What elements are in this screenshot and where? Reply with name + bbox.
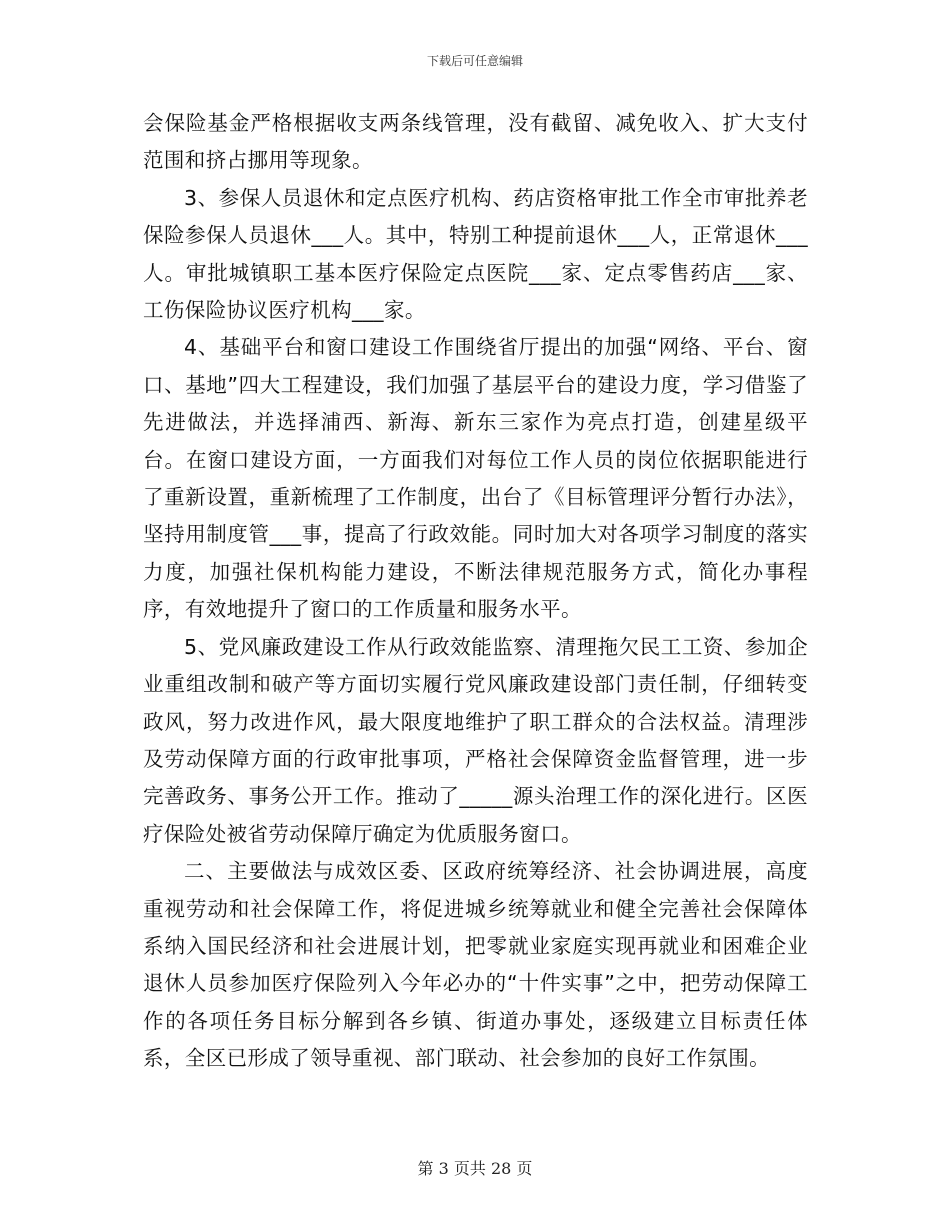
paragraph-item-5: 5、党风廉政建设工作从行政效能监察、清理拖欠民工工资、参加企业重组改制和破产等方面切实履行党风廉政建设部门责任制，仔细转变政风，努力改进作风，最大限度地维护了职工群众的合法权益。清理涉及劳动保障方面的行政审批事项，严格社会保障资金监督管理，进一步完善政务、事务公开工作。推动了_____源头治理工作的深化进行。区医疗保险处被省劳动保障厅确定为优质服务窗口。 (143, 634, 808, 846)
paragraph-section-2: 二、主要做法与成效区委、区政府统筹经济、社会协调进展，高度重视劳动和社会保障工作，将促进城乡统筹就业和健全完善社会保障体系纳入国民经济和社会进展计划，把零就业家庭实现再就业和困难企业退休人员参加医疗保险列入今年必办的“十件实事”之中，把劳动保障工作的各项任务目标分解到各乡镇、街道办事处，逐级建立目标责任体系，全区已形成了领导重视、部门联动、社会参加的良好工作氛围。 (143, 859, 808, 1071)
paragraph-item-3: 3、参保人员退休和定点医疗机构、药店资格审批工作全市审批养老保险参保人员退休___人。其中，特别工种提前退休___人，正常退休___人。审批城镇职工基本医疗保险定点医院___家、定点零售药店___家、工伤保险协议医疗机构___家。 (143, 185, 808, 323)
document-body (143, 105, 808, 1078)
page-header: 下载后可任意编辑 (426, 54, 523, 68)
paragraph-item-4: 4、基础平台和窗口建设工作围绕省厅提出的加强“网络、平台、窗口、基地”四大工程建设，我们加强了基层平台的建设力度，学习借鉴了先进做法，并选择浦西、新海、新东三家作为亮点打造，创建星级平台。在窗口建设方面，一方面我们对每位工作人员的岗位依据职能进行了重新设置，重新梳理了工作制度，出台了《目标管理评分暂行办法》，坚持用制度管___事，提高了行政效能。同时加大对各项学习制度的落实力度，加强社保机构能力建设，不断法律规范服务方式，简化办事程序，有效地提升了窗口的工作质量和服务水平。 (143, 335, 808, 622)
page-number: 第 3 页共 28 页 (417, 1159, 533, 1178)
paragraph-continuation: 会保险基金严格根据收支两条线管理，没有截留、减免收入、扩大支付范围和挤占挪用等现象。 (143, 111, 808, 173)
